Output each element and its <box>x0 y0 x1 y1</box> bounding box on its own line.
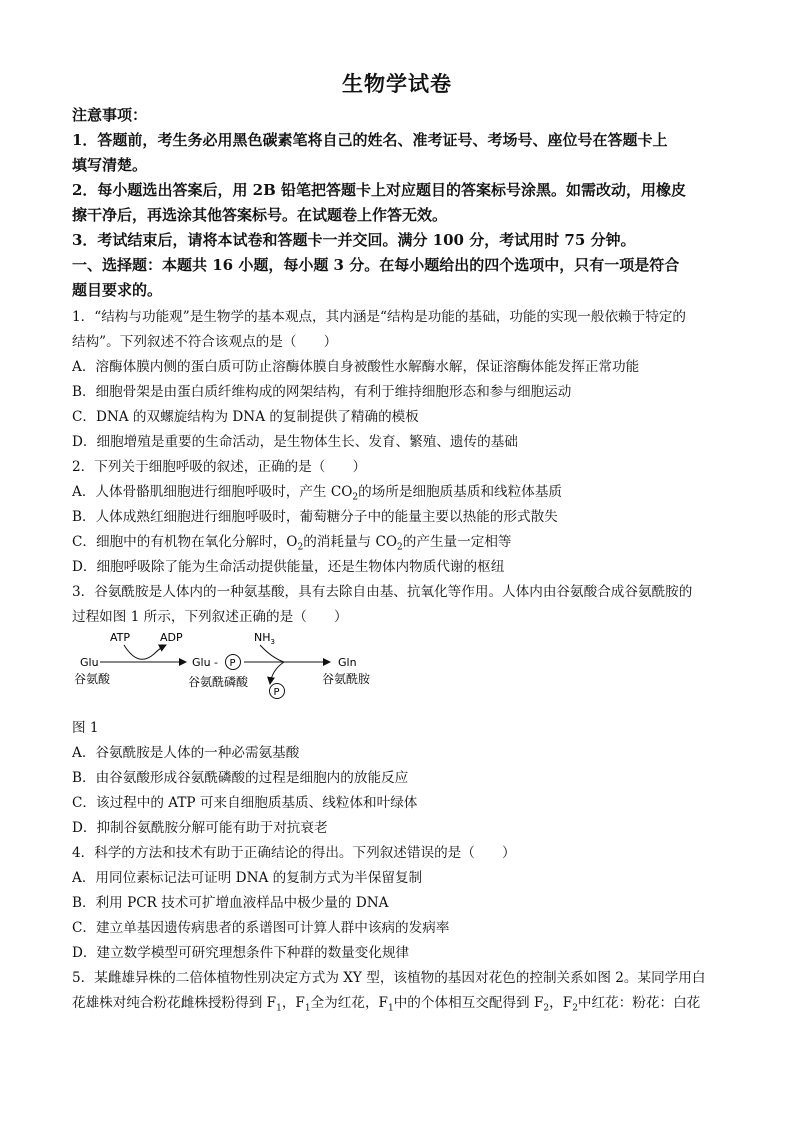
q2-option-d: D．细胞呼吸除了能为生命活动提供能量，还是生物体内物质代谢的枢纽 <box>72 559 505 575</box>
q3-option-d: D．抑制谷氨酰胺分解可能有助于对抗衰老 <box>72 820 328 836</box>
nh3-p-curve <box>260 645 284 684</box>
q1-stem-cont: 结构”。下列叙述不符合该观点的是（ ） <box>72 334 338 350</box>
released-phosphate-symbol: P <box>273 687 280 698</box>
glu-label: Glu <box>80 656 99 669</box>
q4-stem: 4．科学的方法和技术有助于正确结论的得出。下列叙述错误的是（ ） <box>72 845 516 861</box>
section-heading: 一、选择题：本题共 16 小题，每小题 3 分。在每小题给出的四个选项中，只有一项是符合 <box>72 256 680 274</box>
q3-stem-cont: 过程如图 1 所示，下列叙述正确的是（ ） <box>72 609 348 625</box>
glu-p-label: Glu - <box>192 656 219 669</box>
q2-option-c: C．细胞中的有机物在氧化分解时，$O_2$的消耗量与 $CO_2$的产生量一定相等 <box>72 534 512 550</box>
q5-stem: 5．某雌雄异株的二倍体植物性别决定方式为 XY 型，该植物的基因对花色的控制关系如图 2。某同学用白 <box>72 970 706 986</box>
q2-option-a: A．人体骨骼肌细胞进行细胞呼吸时，产生 $CO_2$的场所是细胞质基质和线粒体基质 <box>72 484 563 500</box>
q2-option-b: B．人体成熟红细胞进行细胞呼吸时，葡萄糖分子中的能量主要以热能的形式散失 <box>72 509 558 525</box>
q3-stem: 3．谷氨酰胺是人体内的一种氨基酸，具有去除自由基、抗氧化等作用。人体内由谷氨酸合成谷氨酰胺的 <box>72 584 693 600</box>
notice-heading: 注意事项： <box>72 106 148 124</box>
q1-option-a: A．溶酶体膜内侧的蛋白质可防止溶酶体膜自身被酸性水解酶水解，保证溶酶体能发挥正常功能 <box>72 359 640 375</box>
q3-option-b: B．由谷氨酸形成谷氨酰磷酸的过程是细胞内的放能反应 <box>72 770 409 786</box>
q4-option-d: D．建立数学模型可研究理想条件下种群的数量变化规律 <box>72 945 410 961</box>
q2-stem: 2．下列关于细胞呼吸的叙述，正确的是（ ） <box>72 459 367 475</box>
phosphate-symbol: P <box>229 658 236 669</box>
q3-option-a: A．谷氨酰胺是人体的一种必需氨基酸 <box>72 745 300 761</box>
gln-cn-label: 谷氨酰胺 <box>322 672 371 686</box>
notice-item-2: 2．每小题选出答案后，用 2B 铅笔把答题卡上对应题目的答案标号涂黑。如需改动，用橡皮 <box>72 181 687 199</box>
gln-label: Gln <box>338 656 357 669</box>
q4-option-b: B．利用 PCR 技术可扩增血液样品中极少量的 DNA <box>72 895 389 911</box>
atp-label: ATP <box>110 631 131 644</box>
page-title: 生物学试卷 <box>342 71 452 96</box>
notice-item-1-cont: 填写清楚。 <box>72 156 148 174</box>
section-heading-cont: 题目要求的。 <box>72 281 163 299</box>
glu-p-cn-label: 谷氨酰磷酸 <box>188 675 249 689</box>
adp-label: ADP <box>160 631 183 644</box>
figure-1-caption: 图 1 <box>72 720 99 736</box>
q1-option-b: B．细胞骨架是由蛋白质纤维构成的网架结构，有利于维持细胞形态和参与细胞运动 <box>72 384 572 400</box>
notice-item-1: 1．答题前，考生务必用黑色碳素笔将自己的姓名、准考证号、考场号、座位号在答题卡上 <box>72 131 668 149</box>
q1-option-d: D．细胞增殖是重要的生命活动，是生物体生长、发育、繁殖、遗传的基础 <box>72 434 518 450</box>
notice-item-3: 3．考试结束后，请将本试卷和答题卡一并交回。满分 100 分，考试用时 75 分钟。 <box>72 231 636 249</box>
q4-option-c: C．建立单基因遗传病患者的系谱图可计算人群中该病的发病率 <box>72 920 450 936</box>
glu-cn-label: 谷氨酸 <box>74 672 111 686</box>
q3-option-c: C．该过程中的 ATP 可来自细胞质基质、线粒体和叶绿体 <box>72 795 418 811</box>
figure-1-reaction-diagram <box>72 624 402 704</box>
notice-item-2-cont: 擦干净后，再选涂其他答案标号。在试题卷上作答无效。 <box>72 206 448 224</box>
nh3-label: $NH_3$ <box>254 631 275 646</box>
q4-option-a: A．用同位素标记法可证明 DNA 的复制方式为半保留复制 <box>72 870 423 886</box>
q1-stem: 1．“结构与功能观”是生物学的基本观点，其内涵是“结构是功能的基础，功能的实现一般依赖于特定的 <box>72 309 687 325</box>
q5-stem-cont: 花雄株对纯合粉花雌株授粉得到 $F_1$，$F_1$全为红花，$F_1$中的个体相互交配得到 $F_2$，$F_2$中红花：粉花：白花 <box>72 995 701 1011</box>
q1-option-c: C．DNA 的双螺旋结构为 DNA 的复制提供了精确的模板 <box>72 409 419 425</box>
atp-adp-curve <box>124 645 166 659</box>
